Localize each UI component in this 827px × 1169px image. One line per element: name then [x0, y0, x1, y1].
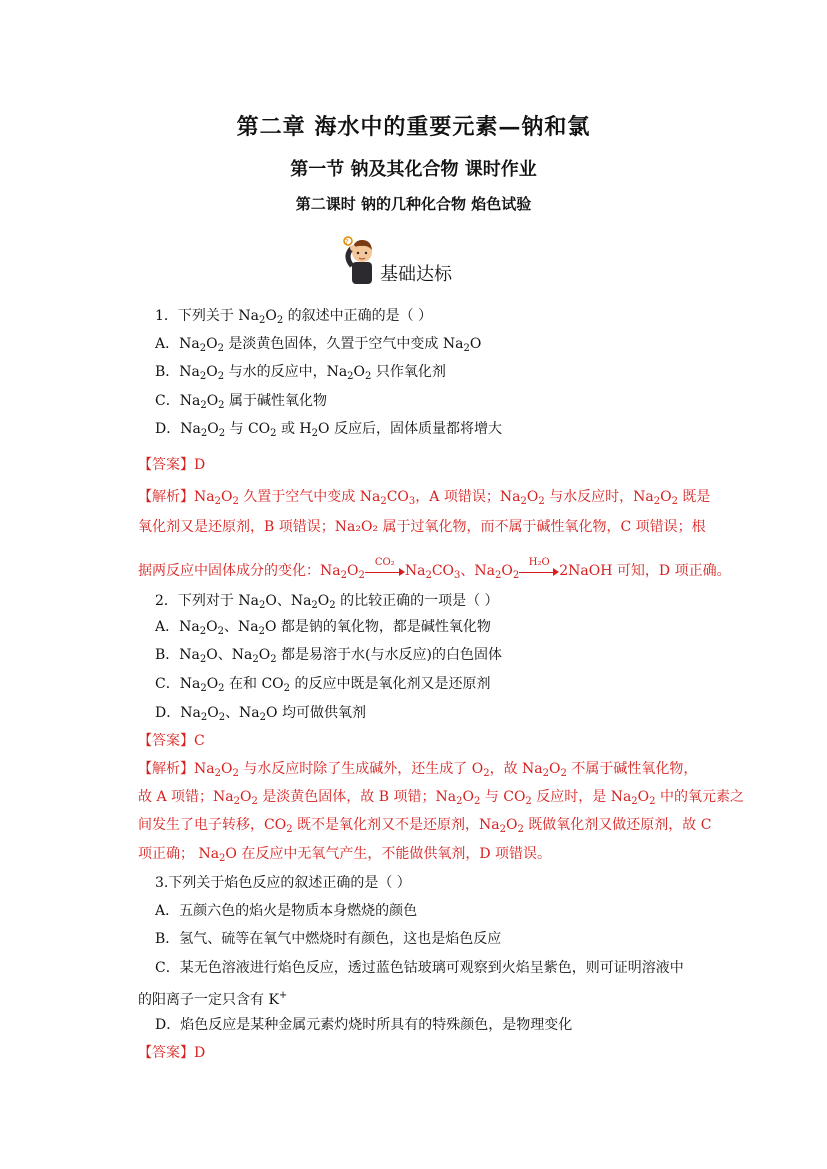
q3-answer: 【答案】D [138, 1045, 206, 1061]
reaction-arrow-h2o: H₂O [519, 564, 559, 578]
section-badge [340, 234, 520, 286]
q2-option-d: D．$Na_2O_2$、$Na_2O$ 均可做供氧剂 [155, 705, 366, 723]
q2-explanation-line1: 【解析】$Na_2O_2$ 与水反应时除了生成碱外，还生成了 $O_2$，故 $Na_2O_2$ 不属于碱性氧化物， [138, 761, 698, 779]
q1-option-a: A．$Na_2O_2$ 是淡黄色固体，久置于空气中变成 $Na_2O$ [155, 336, 482, 354]
q1-explanation-line2: 氧化剂又是还原剂，B 项错误；Na₂O₂ 属于过氧化物，而不属于碱性氧化物，C 项错误；根 [138, 519, 706, 535]
section-label: 基础达标 [380, 264, 452, 285]
q2-option-b: B．$Na_2O$、$Na_2O_2$ 都是易溶于水(与水反应)的白色固体 [155, 647, 502, 665]
thinking-boy-icon [340, 234, 380, 286]
svg-text:?: ? [345, 238, 349, 246]
lesson-title: 第二课时 钠的几种化合物 焰色试验 [295, 195, 532, 213]
q1-option-d: D．$Na_2O_2$ 与 $CO_2$ 或 $H_2O$ 反应后，固体质量都将增大 [155, 421, 502, 439]
q2-answer: 【答案】C [138, 733, 205, 749]
reaction-arrow-co2: CO₂ [365, 564, 405, 578]
q3-option-a: A．五颜六色的焰火是物质本身燃烧的颜色 [155, 903, 418, 919]
section-title: 第一节 钠及其化合物 课时作业 [290, 159, 537, 180]
q1-option-c: C．$Na_2O_2$ 属于碱性氧化物 [155, 393, 327, 411]
q2-option-a: A．$Na_2O_2$、$Na_2O$ 都是钠的氧化物，都是碱性氧化物 [155, 619, 491, 637]
q3-stem: 3.下列关于焰色反应的叙述正确的是（ ） [155, 875, 411, 891]
q1-answer: 【答案】D [138, 457, 206, 473]
q1-option-b: B．$Na_2O_2$ 与水的反应中，$Na_2O_2$ 只作氧化剂 [155, 364, 446, 382]
q2-explanation-line2: 故 A 项错；$Na_2O_2$ 是淡黄色固体，故 B 项错；$Na_2O_2$ 与 $CO_2$ 反应时，是 $Na_2O_2$ 中的氧元素之 [138, 789, 744, 807]
q2-option-c: C．$Na_2O_2$ 在和 $CO_2$ 的反应中既是氧化剂又是还原剂 [155, 676, 491, 694]
q3-option-b: B．氢气、硫等在氧气中燃烧时有颜色，这也是焰色反应 [155, 931, 502, 947]
q2-stem: 2．下列对于 $Na_2O$、$Na_2O_2$ 的比较正确的一项是（ ） [155, 593, 499, 611]
q3-option-c-line2: 的阳离子一定只含有 K+ [138, 990, 288, 1008]
q2-explanation-line3: 间发生了电子转移，$CO_2$ 既不是氧化剂又不是还原剂，$Na_2O_2$ 既做氧化剂又做还原剂，故 C [138, 817, 712, 835]
q3-option-c-line1: C．某无色溶液进行焰色反应，透过蓝色钴玻璃可观察到火焰呈紫色，则可证明溶液中 [155, 960, 684, 976]
q1-explanation-line3: 据两反应中固体成分的变化：$Na_2O_2$ CO₂ $Na_2CO_3$、$Na_2O_2$ H₂O 2NaOH 可知，D 项正确。 [138, 557, 731, 581]
q1-stem: 1．下列关于 $Na_2O_2$ 的叙述中正确的是（ ） [155, 308, 433, 326]
q3-option-d: D．焰色反应是某种金属元素灼烧时所具有的特殊颜色，是物理变化 [155, 1017, 573, 1033]
chapter-title: 第二章 海水中的重要元素—钠和氯 [236, 114, 591, 140]
q1-explanation-line1: 【解析】$Na_2O_2$ 久置于空气中变成 $Na_2CO_3$，A 项错误；$Na_2O_2$ 与水反应时，$Na_2O_2$ 既是 [138, 489, 711, 507]
q2-explanation-line4: 项正确； $Na_2O$ 在反应中无氧气产生，不能做供氧剂，D 项错误。 [138, 846, 552, 864]
